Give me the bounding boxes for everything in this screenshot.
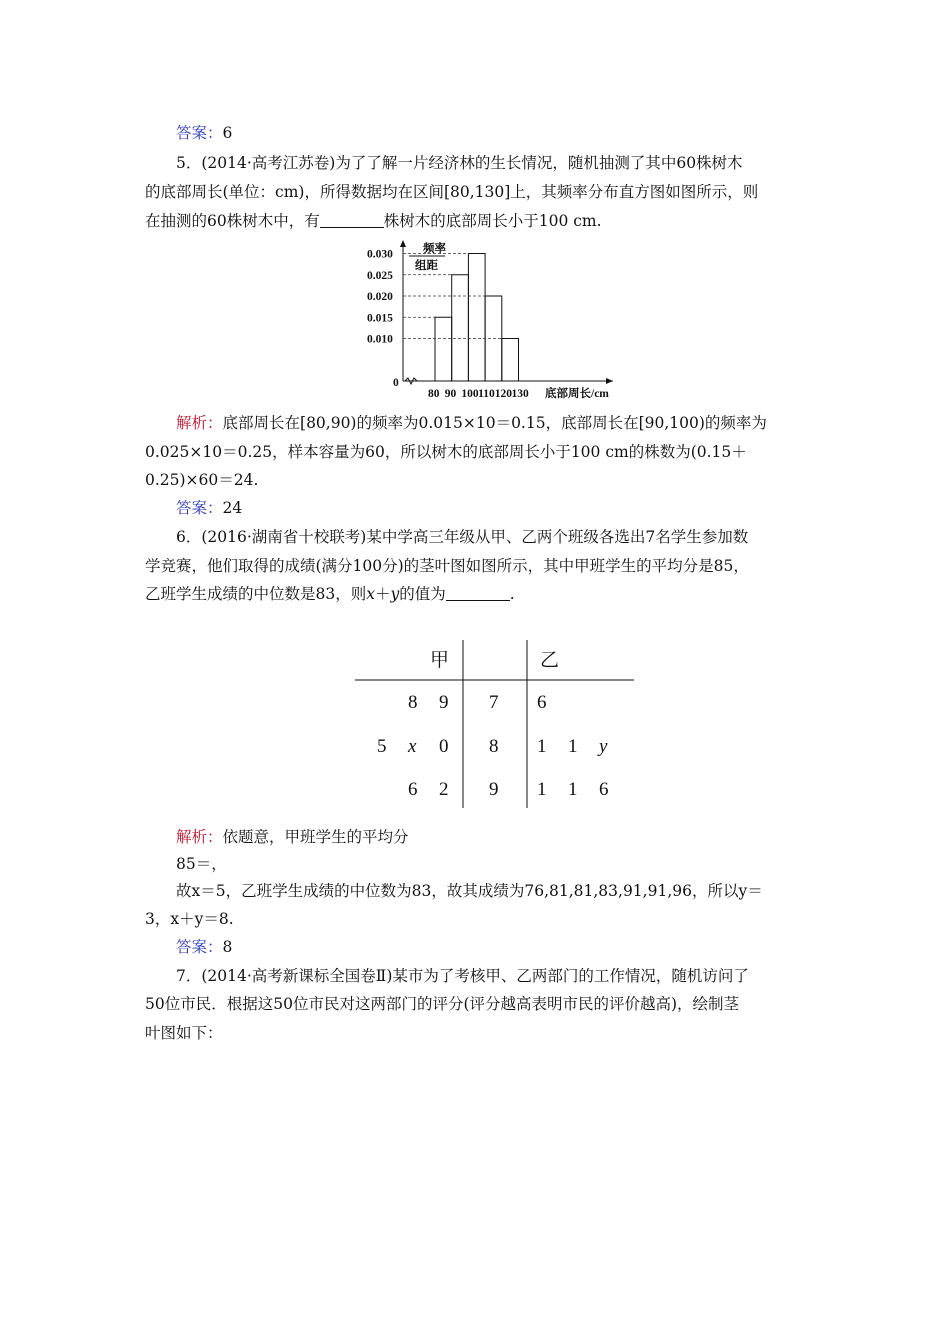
header-jia: 甲: [430, 650, 450, 671]
right-leaf: 1: [537, 779, 547, 800]
stem-leaf-plot: [355, 640, 635, 812]
right-leaf: 1: [568, 736, 578, 757]
prev-answer: [176, 122, 232, 144]
stem-value: 7: [489, 692, 499, 713]
q6-line-2: 学竞赛，他们取得的成绩(满分100分)的茎叶图如图所示，其中甲班学生的平均分是85，: [145, 557, 749, 575]
y-tick-label: 0.030: [367, 248, 393, 261]
q6-line-3: [145, 583, 515, 605]
x-axis-arrow: [606, 378, 613, 384]
answer-blank: [446, 586, 510, 601]
q6-line-3-post: 的值为: [399, 585, 446, 603]
sol5-line-1: [176, 412, 767, 434]
sol6-line-4-pre: 3，: [145, 910, 171, 928]
q7-line-1: 7．(2014·高考新课标全国卷Ⅱ)某市为了考核甲、乙两部门的工作情况，随机访问了: [176, 967, 749, 985]
q6-line-1: 6．(2016·湖南省十校联考)某中学高三年级从甲、乙两个班级各选出7名学生参加数: [176, 528, 749, 546]
var-y: y: [390, 585, 400, 603]
sol6-line-3-pre: 故: [176, 882, 192, 900]
left-leaf: 8: [408, 692, 418, 713]
q7-line-3: 叶图如下：: [145, 1024, 223, 1042]
answer-label: 答案：: [176, 499, 223, 517]
frequency-histogram: [365, 236, 625, 406]
x-tick-label: 80: [428, 388, 440, 400]
y-axis-arrow: [400, 240, 406, 247]
left-leaf: 2: [439, 779, 449, 800]
answer-value: 6: [222, 124, 233, 142]
right-leaf: 6: [599, 779, 609, 800]
answer-value: 8: [222, 938, 233, 956]
q6-line-3-pre: 乙班学生成绩的中位数是83，则: [145, 585, 367, 603]
left-leaf: 9: [439, 692, 449, 713]
sol6-answer: [176, 936, 232, 958]
histogram-bar: [452, 275, 469, 381]
stem-value: 8: [489, 736, 499, 757]
q5-line-3: [145, 210, 602, 232]
q6-line-3-end: .: [509, 585, 515, 603]
right-leaf: 1: [537, 736, 547, 757]
x-tick-label: 100: [461, 388, 479, 400]
x-tick-label: 90: [444, 388, 457, 400]
sol5-answer: [176, 497, 242, 519]
sol6-line-3: [176, 880, 763, 902]
histogram-bar: [502, 339, 519, 382]
histogram-bar: [468, 254, 485, 382]
y-tick-label: 0.015: [367, 312, 393, 325]
right-leaf: y: [599, 736, 608, 757]
right-leaf: 6: [537, 692, 547, 713]
right-leaf: 1: [568, 779, 578, 800]
answer-value: 24: [222, 499, 243, 517]
origin-label: 0: [393, 377, 399, 389]
y-label-top: 频率: [423, 243, 446, 255]
y-tick-label: 0.010: [367, 333, 393, 346]
var-x: x: [366, 585, 375, 603]
left-leaf: 6: [408, 779, 418, 800]
q5-line-3-pre: 在抽测的60株树木中，有: [145, 212, 320, 230]
x-axis-label: 底部周长/cm: [545, 388, 609, 400]
answer-label: 答案：: [176, 124, 223, 142]
answer-label: 答案：: [176, 938, 223, 956]
solution-label: 解析：: [176, 828, 223, 846]
left-leaf: x: [408, 736, 417, 757]
q7-line-2: 50位市民．根据这50位市民对这两部门的评分(评分越高表明市民的评价越高)，绘制茎: [145, 995, 740, 1013]
y-tick-label: 0.020: [367, 291, 393, 303]
left-leaf: 0: [439, 736, 449, 757]
sol6-line-3-y: y＝: [738, 882, 763, 900]
solution-label: 解析：: [176, 414, 223, 432]
sol6-line-1: [176, 826, 409, 848]
left-leaf: 5: [377, 736, 387, 757]
header-yi: 乙: [540, 650, 560, 671]
sol5-line-2: 0.025×10＝0.25，样本容量为60，所以树木的底部周长小于100 cm的株数为(0.15＋: [145, 443, 747, 461]
x-tick-label: 130: [511, 388, 529, 400]
sol6-line-4: [145, 908, 234, 930]
sol6-line-3-eq: x＝5，乙班学生成绩的中位数为83，故其成绩为76,81,81,83,91,91,96，所以: [191, 882, 739, 900]
histogram-bar: [435, 317, 452, 381]
answer-blank: [320, 213, 384, 228]
sol6-line-2: 85＝，: [176, 855, 227, 873]
sol5-line-3: 0.25)×60＝24.: [145, 471, 259, 489]
q5-line-2: 的底部周长(单位：cm)，所得数据均在区间[80,130]上，其频率分布直方图如图所示，则: [145, 183, 759, 201]
x-tick-label: 120: [494, 388, 513, 400]
sol6-line-4-expr: x＋y＝8.: [170, 910, 234, 928]
y-tick-label: 0.025: [367, 269, 393, 282]
stem-value: 9: [489, 779, 499, 800]
y-label-bottom: 组距: [415, 260, 438, 272]
x-tick-label: 110: [478, 388, 495, 400]
sol5-text-1: 底部周长在[80,90)的频率为0.015×10＝0.15，底部周长在[90,100)的频率为: [222, 414, 767, 432]
q5-line-1: 5．(2014·高考江苏卷)为了了解一片经济林的生长情况，随机抽测了其中60株树木: [176, 154, 743, 172]
sol6-text-1: 依题意，甲班学生的平均分: [222, 828, 409, 846]
plus-sign: ＋: [374, 585, 391, 603]
q5-line-3-post: 株树木的底部周长小于100 cm.: [383, 212, 602, 230]
